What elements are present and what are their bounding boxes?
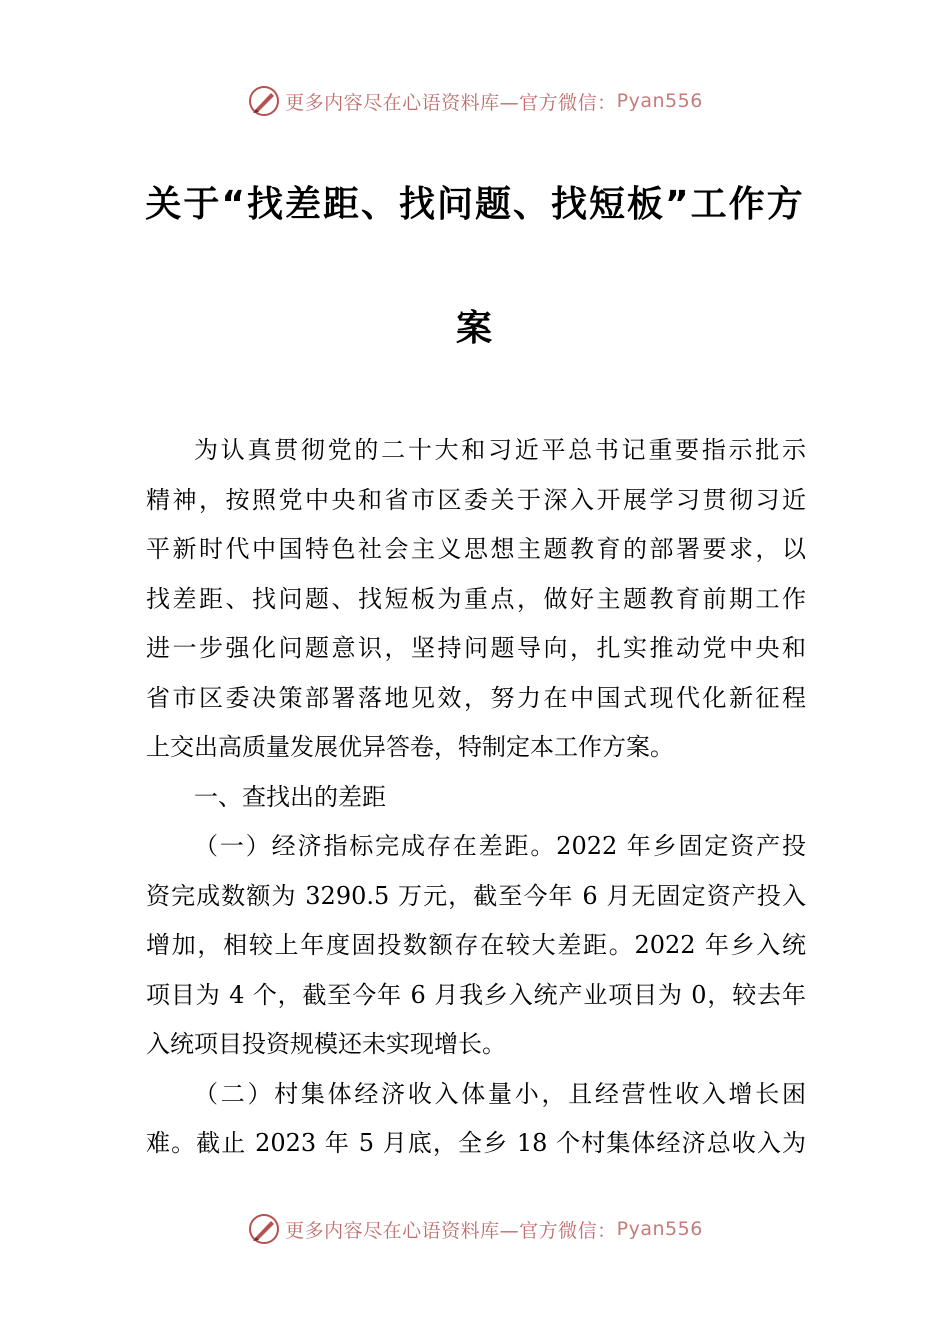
paragraph-line: 难。截止 2023 年 5 月底，全乡 18 个村集体经济总收入为: [146, 1129, 806, 1157]
pen-logo-icon: [247, 84, 281, 118]
pen-logo-icon: [247, 1212, 281, 1246]
watermark-text: 更多内容尽在心语资料库—官方微信：: [285, 1219, 617, 1242]
watermark-footer: [0, 1212, 950, 1246]
watermark-contact: Pyan556: [616, 1218, 703, 1240]
paragraph-line: 为认真贯彻党的二十大和习近平总书记重要指示批示: [194, 436, 806, 464]
paragraph-line: 省市区委决策部署落地见效，努力在中国式现代化新征程: [146, 683, 806, 712]
paragraph-line: 进一步强化问题意识，坚持问题导向，扎实推动党中央和: [146, 634, 806, 662]
document-body: [146, 426, 806, 1169]
paragraph-line: 找差距、找问题、找短板为重点，做好主题教育前期工作: [146, 584, 806, 613]
paragraph-line: （二）村集体经济收入体量小，且经营性收入增长困: [194, 1079, 806, 1108]
watermark-contact: Pyan556: [616, 90, 703, 112]
section-heading: 一、查找出的差距: [194, 782, 386, 811]
paragraph-line: 增加，相较上年度固投数额存在较大差距。2022 年乡入统: [146, 931, 806, 959]
document-title-line-1: 关于“找差距、找问题、找短板”工作方: [145, 184, 805, 225]
paragraph-line: 平新时代中国特色社会主义思想主题教育的部署要求，以: [146, 535, 806, 563]
paragraph-line: 项目为 4 个，截至今年 6 月我乡入统产业项目为 0，较去年: [146, 980, 806, 1009]
paragraph-line: （一）经济指标完成存在差距。2022 年乡固定资产投: [194, 832, 806, 860]
paragraph-line: 上交出高质量发展优异答卷，特制定本工作方案。: [146, 733, 674, 761]
paragraph-line: 精神，按照党中央和省市区委关于深入开展学习贯彻习近: [146, 485, 806, 514]
document-title-line-2: 案: [455, 308, 494, 349]
watermark-header: [0, 84, 950, 118]
watermark-text: 更多内容尽在心语资料库—官方微信：: [285, 91, 617, 114]
paragraph-line: 入统项目投资规模还未实现增长。: [146, 1030, 506, 1058]
paragraph-line: 资完成数额为 3290.5 万元，截至今年 6 月无固定资产投入: [146, 881, 806, 910]
